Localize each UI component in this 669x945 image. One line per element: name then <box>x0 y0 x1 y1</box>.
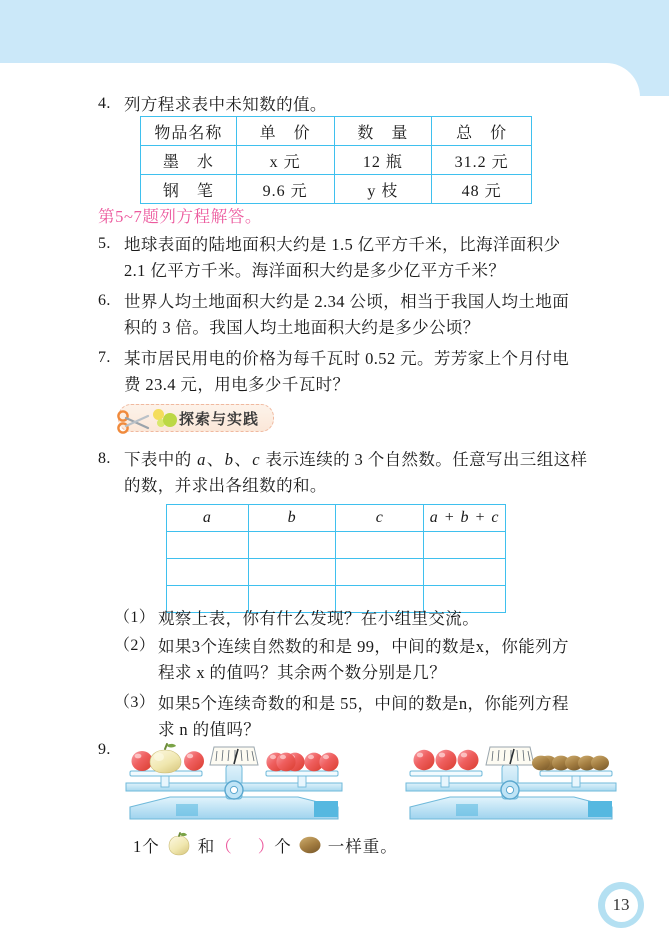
cell-sum-1[interactable] <box>424 532 506 559</box>
sub-1-line-1: 观察上表，你有什么发现？在小组里交流。 <box>158 609 480 628</box>
apple-icon <box>458 750 479 770</box>
sub-3-label: （3） <box>114 694 156 711</box>
cell-c-2[interactable] <box>336 559 424 586</box>
table-row <box>141 146 532 175</box>
question-6-number: 6. <box>98 292 111 309</box>
note-equation-instruction: 第5~7题列方程解答。 <box>98 207 263 226</box>
question-5-number: 5. <box>98 235 111 252</box>
caption-text-1: 1个 <box>133 837 160 856</box>
question-6 <box>98 289 569 340</box>
question-6-line-1: 世界人均土地面积大约是 2.34 公顷，相当于我国人均土地面 <box>124 292 570 311</box>
page-number-badge <box>598 882 644 928</box>
sub-1-label: （1） <box>114 609 156 626</box>
question-8-sub-1 <box>114 606 479 632</box>
balance-scale-left <box>118 735 350 835</box>
scissors-icon <box>117 409 151 435</box>
q8-text-a: 下表中的 <box>124 450 197 469</box>
sub-3-line-1: 如果5个连续奇数的和是 55，中间的数是n，你能列方程 <box>158 694 569 713</box>
sub-2-label: （2） <box>114 637 156 654</box>
question-7-line-2: 费 23.4 元，用电多少千瓦时？ <box>124 374 350 394</box>
pear-icon <box>150 744 181 773</box>
header-band-notch <box>540 63 640 99</box>
cell-b-2[interactable] <box>248 559 336 586</box>
cell-item-pen: 钢 笔 <box>141 175 237 204</box>
question-7-number: 7. <box>98 349 111 366</box>
q8-var-a: a <box>197 450 206 469</box>
question-9-caption <box>133 832 398 858</box>
th-c: c <box>375 509 384 526</box>
question-6-line-2: 积的 3 倍。我国人均土地面积大约是多少公顷？ <box>124 317 480 337</box>
apple-icon <box>132 751 153 771</box>
decor-dot-green <box>163 413 177 427</box>
th-item-name: 物品名称 <box>141 117 237 146</box>
cell-b-1[interactable] <box>248 532 336 559</box>
table-prices <box>140 116 532 204</box>
th-b: b <box>287 509 297 526</box>
cell-pen-total: 48 元 <box>432 175 532 204</box>
apple-icon <box>184 751 204 771</box>
caption-paren-open: （ <box>215 837 232 856</box>
q8-sep-1: 、 <box>206 450 224 469</box>
sub-2-line-1: 如果3个连续自然数的和是 99，中间的数是x，你能列方 <box>158 637 569 656</box>
cell-pen-unit-price: 9.6 元 <box>236 175 334 204</box>
kiwi-icon <box>532 756 550 771</box>
apple-icon <box>436 750 457 770</box>
q8-var-b: b <box>224 450 234 469</box>
table-row <box>167 559 506 586</box>
question-4 <box>98 92 327 118</box>
page-number: 13 <box>605 889 638 922</box>
header-band <box>0 0 669 63</box>
question-8-line-2: 的数，并求出各组数的和。 <box>124 475 327 495</box>
pear-icon <box>166 832 192 858</box>
apple-icon <box>319 753 338 772</box>
sub-3-line-2: 求 n 的值吗？ <box>158 719 261 739</box>
question-8 <box>98 447 587 498</box>
q8-var-c: c <box>252 450 260 469</box>
table-abc <box>166 504 506 613</box>
question-7-line-1: 某市居民用电的价格为每千瓦时 0.52 元。芳芳家上个月付电 <box>124 349 570 368</box>
apple-icon <box>414 750 435 770</box>
question-4-text: 列方程求表中未知数的值。 <box>124 95 327 114</box>
caption-text-2: 和 <box>197 837 216 856</box>
question-7 <box>98 346 569 397</box>
table-row <box>141 175 532 204</box>
balance-scale-right <box>398 735 623 835</box>
th-a: a <box>202 509 212 526</box>
cell-c-1[interactable] <box>336 532 424 559</box>
question-5-line-1: 地球表面的陆地面积大约是 1.5 亿平方千米，比海洋面积少 <box>124 235 561 254</box>
cell-ink-unit-price: x 元 <box>236 146 334 175</box>
table-row-header <box>167 505 506 532</box>
question-5 <box>98 232 560 283</box>
sub-2-line-2: 程求 x 的值吗？其余两个数分别是几？ <box>158 662 447 682</box>
cell-sum-2[interactable] <box>424 559 506 586</box>
kiwi-icon <box>591 756 609 771</box>
caption-text-4: 一样重。 <box>327 837 398 856</box>
th-quantity: 数 量 <box>334 117 432 146</box>
section-header-explore-practice <box>118 404 274 432</box>
q8-text-d: 表示连续的 3 个自然数。任意写出三组这样 <box>260 450 588 469</box>
question-5-line-2: 2.1 亿平方千米。海洋面积大约是多少亿平方千米？ <box>124 260 506 280</box>
cell-a-2[interactable] <box>167 559 249 586</box>
question-8-sub-2 <box>114 634 569 685</box>
apple-icon <box>276 753 295 772</box>
question-8-number: 8. <box>98 450 111 467</box>
th-unit-price: 单 价 <box>236 117 334 146</box>
q8-sep-2: 、 <box>234 450 252 469</box>
section-title: 探索与实践 <box>179 410 260 428</box>
kiwi-icon <box>298 835 322 855</box>
question-8-line-1 <box>124 447 587 473</box>
cell-pen-quantity: y 枝 <box>334 175 432 204</box>
th-total-price: 总 价 <box>432 117 532 146</box>
caption-text-3: 个 <box>274 837 292 856</box>
question-9-number: 9. <box>98 741 111 758</box>
caption-paren-close: ） <box>257 837 275 856</box>
th-a-plus-b-plus-c: a + b + c <box>429 509 500 526</box>
cell-a-1[interactable] <box>167 532 249 559</box>
cell-ink-quantity: 12 瓶 <box>334 146 432 175</box>
table-row <box>167 532 506 559</box>
question-4-number: 4. <box>98 95 111 112</box>
table-row-header <box>141 117 532 146</box>
cell-ink-total: 31.2 元 <box>432 146 532 175</box>
cell-item-ink: 墨 水 <box>141 146 237 175</box>
